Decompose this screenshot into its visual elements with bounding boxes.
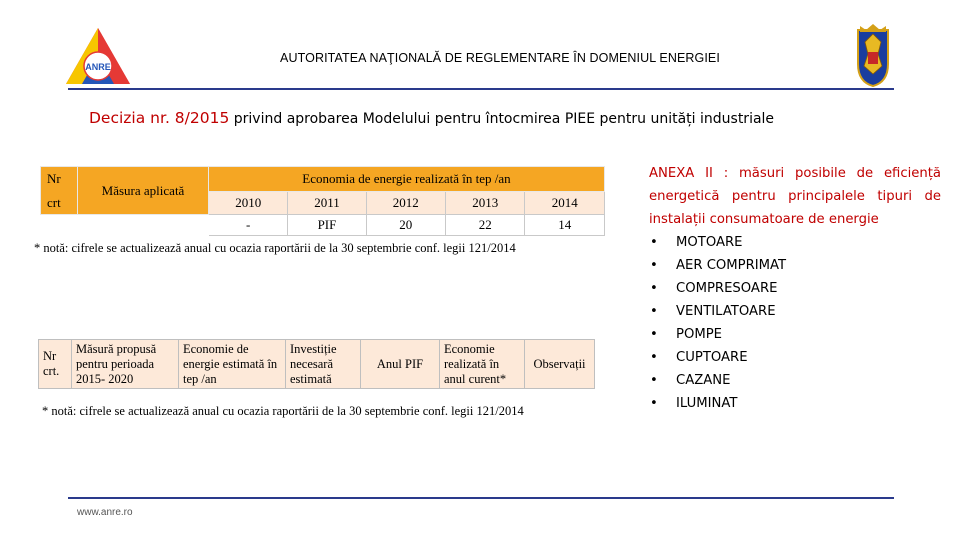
economie-realizata-header: Economie realizată în anul curent* xyxy=(440,340,525,389)
year-cell: 2010 xyxy=(209,192,288,215)
decision-title xyxy=(89,109,774,127)
nr-crt-header: Nr crt xyxy=(41,167,78,215)
list-item: • CAZANE xyxy=(649,369,941,392)
list-item: • POMPE xyxy=(649,323,941,346)
bullet-icon: • xyxy=(650,373,658,388)
value-cell: 22 xyxy=(445,215,524,236)
economie-header: Economia de energie realizată în tep /an xyxy=(209,167,605,192)
bullet-icon: • xyxy=(650,327,658,342)
investitie-header: Investiție necesară estimată xyxy=(286,340,361,389)
value-cell: 14 xyxy=(525,215,605,236)
nr-crt-header: Nr crt. xyxy=(39,340,72,389)
bullet-icon: • xyxy=(650,281,658,296)
masura-header: Măsura aplicată xyxy=(78,167,209,215)
economie-estimata-header: Economie de energie estimată în tep /an xyxy=(179,340,286,389)
bullet-icon: • xyxy=(650,396,658,411)
value-cell: PIF xyxy=(288,215,366,236)
masura-propusa-header: Măsură propusă pentru perioada 2015- 2020 xyxy=(72,340,179,389)
footer-url: www.anre.ro xyxy=(77,507,133,518)
anul-pif-header: Anul PIF xyxy=(361,340,440,389)
bullet-icon: • xyxy=(650,350,658,365)
year-cell: 2012 xyxy=(366,192,445,215)
list-item: • COMPRESOARE xyxy=(649,277,941,300)
proposed-measures-table xyxy=(38,339,595,389)
bullet-icon: • xyxy=(650,304,658,319)
list-item: • MOTOARE xyxy=(649,231,941,254)
header-divider xyxy=(68,88,894,90)
coat-of-arms-icon xyxy=(848,24,898,88)
value-cell: 20 xyxy=(366,215,445,236)
bullet-icon: • xyxy=(650,235,658,250)
empty-cell xyxy=(41,215,209,236)
observatii-header: Observații xyxy=(525,340,595,389)
decision-number: Decizia nr. 8/2015 xyxy=(89,109,230,127)
value-cell: - xyxy=(209,215,288,236)
logo-text: ANRE xyxy=(85,62,111,72)
annex-panel xyxy=(649,162,941,415)
year-cell: 2011 xyxy=(288,192,366,215)
year-cell: 2014 xyxy=(525,192,605,215)
energy-savings-table xyxy=(40,166,605,236)
list-item: • CUPTOARE xyxy=(649,346,941,369)
table2-note: * notă: cifrele se actualizează anual cu ocazia raportării de la 30 septembrie conf. legii 121/2014 xyxy=(42,404,524,418)
footer-divider xyxy=(68,497,894,499)
bullet-icon: • xyxy=(650,258,658,273)
table1-note: * notă: cifrele se actualizează anual cu ocazia raportării de la 30 septembrie conf. legii 121/2014 xyxy=(34,241,516,255)
header-title: AUTORITATEA NAŢIONALĂ DE REGLEMENTARE ÎN DOMENIUL ENERGIEI xyxy=(280,51,720,65)
anre-logo xyxy=(64,26,132,86)
annex-title: ANEXA II : măsuri posibile de eficiență energetică pentru principalele tipuri de instalații consumatoare de energie xyxy=(649,166,941,227)
decision-text: privind aprobarea Modelului pentru întocmirea PIEE pentru unități industriale xyxy=(229,111,775,127)
year-cell: 2013 xyxy=(445,192,524,215)
installation-list xyxy=(649,231,941,415)
list-item: • ILUMINAT xyxy=(649,392,941,415)
list-item: • VENTILATOARE xyxy=(649,300,941,323)
list-item: • AER COMPRIMAT xyxy=(649,254,941,277)
